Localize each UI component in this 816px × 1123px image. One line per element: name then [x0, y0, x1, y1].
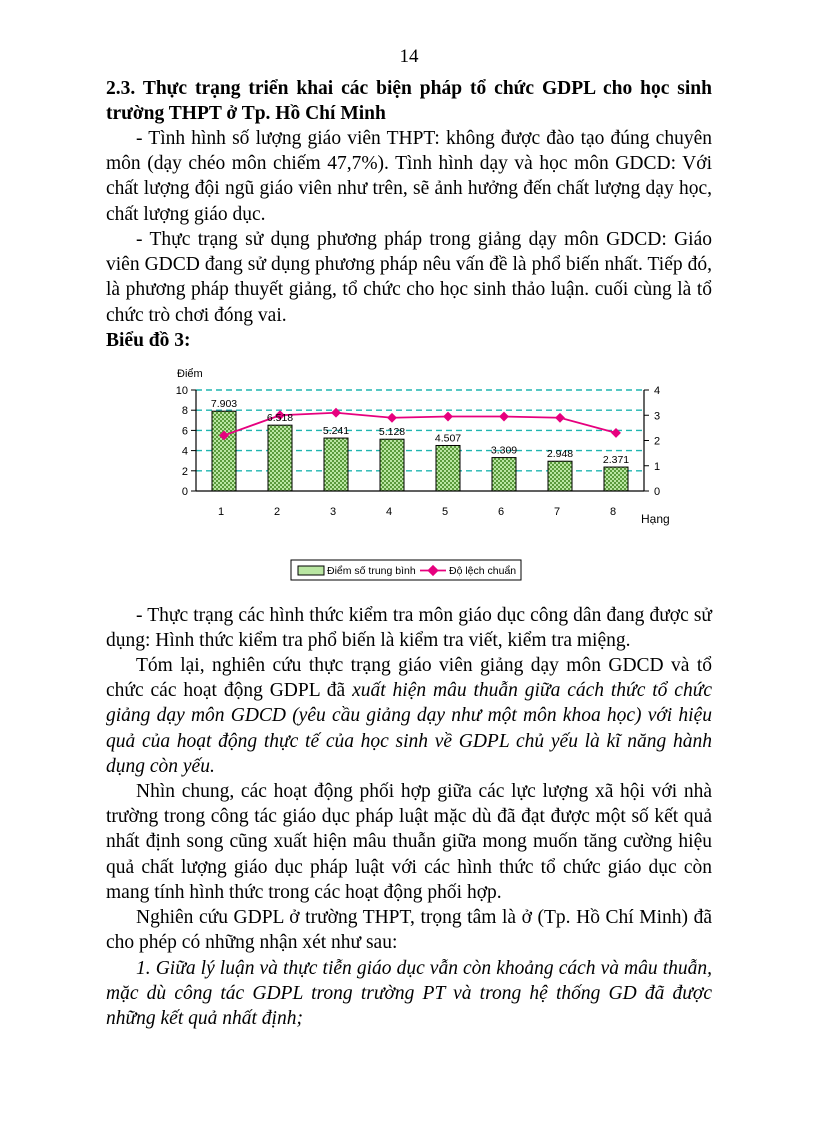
- bar-data-label: 3.309: [490, 444, 518, 457]
- bar: [548, 461, 572, 491]
- y-tick-label: 10: [175, 385, 188, 397]
- x-tick-label: 4: [385, 506, 393, 518]
- y2-tick-label: 1: [654, 460, 661, 473]
- y-tick-label: 6: [181, 425, 188, 438]
- bar-data-label: 5.241: [322, 425, 350, 438]
- std-dev-point: [499, 412, 509, 422]
- legend-label-std: Độ lệch chuẩn: [449, 565, 517, 577]
- bar-data-label: 6.518: [266, 412, 294, 425]
- bar: [492, 458, 516, 491]
- y-tick-label: 0: [181, 486, 188, 498]
- std-dev-point: [611, 428, 621, 438]
- legend-label-mean: Điểm số trung bình: [327, 565, 416, 577]
- paragraph-teaching-methods: - Thực trạng sử dụng phương pháp trong giảng dạy môn GDCD: Giáo viên GDCD đang sử dụng phương pháp nêu vấn đề là phổ biến nhất. Tiếp đó, là phương pháp thuyết giảng, tổ chức cho học sinh thảo luận. cuối cùng là tổ chức trò chơi đóng vai.: [106, 229, 712, 326]
- bar: [212, 411, 236, 491]
- paragraph-coordination: Nhìn chung, các hoạt động phối hợp giữa các lực lượng xã hội với nhà trường trong công tác giáo dục pháp luật mặc dù đã đạt được một số kết quả nhất định song cũng xuất hiện mâu thuẫn giữa mong muốn tăng cường hiệu quả chất lượng giáo dục pháp luật với các hình thức tổ chức giáo dục còn mang tính hình thức trong các hoạt động phối hợp.: [106, 781, 712, 903]
- x-tick-label: 3: [329, 506, 337, 518]
- y2-tick-label: 0: [654, 486, 661, 498]
- x-tick-label: 2: [273, 506, 281, 518]
- x-tick-label: 7: [553, 506, 561, 518]
- heading-line-1: 2.3. Thực trạng triển khai các biện pháp tổ chức GDPL cho học sinh: [106, 78, 712, 99]
- y-axis-label: Điểm: [177, 368, 203, 380]
- bar-data-label: 4.507: [434, 432, 462, 445]
- x-tick-label: 5: [441, 506, 449, 518]
- y2-tick-label: 2: [654, 435, 661, 448]
- bar: [380, 439, 404, 491]
- summary-italic-text: xuất hiện mâu thuẫn giữa cách thức tổ chức giảng dạy môn GDCD (yêu cầu giảng dạy như một môn khoa học) với hiệu quả của hoạt động thực tế của học sinh về GDPL chủ yếu là kĩ năng hành dụng còn yếu.: [106, 680, 712, 777]
- x-tick-label: 1: [217, 506, 225, 518]
- bar: [436, 445, 460, 491]
- chart-title: Biểu đồ 3:: [106, 330, 191, 351]
- page-number: 14: [399, 46, 419, 67]
- y2-tick-label: 4: [654, 385, 661, 397]
- y-axis-label-group: [177, 368, 203, 380]
- std-dev-point: [331, 408, 341, 418]
- bar: [324, 438, 348, 491]
- bar: [604, 467, 628, 491]
- x-tick-label: 6: [497, 506, 505, 518]
- y2-tick-label: 3: [654, 410, 661, 423]
- x-tick-label: 8: [609, 506, 617, 518]
- x-axis-label: Hạng: [641, 512, 670, 526]
- y-tick-label: 2: [181, 465, 188, 478]
- heading-line-2: trường THPT ở Tp. Hồ Chí Minh: [106, 103, 386, 124]
- std-dev-point: [387, 413, 397, 423]
- bar-data-label: 2.371: [602, 454, 630, 467]
- y-tick-label: 4: [181, 445, 188, 458]
- bar-data-label: 2.948: [546, 448, 574, 461]
- summary-plain-text: Tóm lại, nghiên cứu thực trạng giáo viên giảng dạy môn GDCD và tổ chức các hoạt động GDPL đã: [106, 655, 712, 702]
- paragraph-teacher-count: - Tình hình số lượng giáo viên THPT: không được đào tạo đúng chuyên môn (dạy chéo môn chiếm 47,7%). Tình hình dạy và học môn GDCD: Với chất lượng đội ngũ giáo viên như trên, sẽ ảnh hưởng đến chất lượng dạy học, chất lượng giáo dục.: [106, 128, 712, 225]
- chart-legend: [291, 560, 521, 580]
- paragraph-assessment-forms: - Thực trạng các hình thức kiểm tra môn giáo dục công dân đang được sử dụng: Hình thức kiểm tra phổ biến là kiểm tra viết, kiểm tra miệng.: [106, 605, 712, 652]
- std-dev-point: [555, 413, 565, 423]
- y-tick-label: 8: [181, 405, 188, 418]
- bar-data-label: 7.903: [210, 398, 238, 411]
- legend-swatch-bar: [298, 566, 324, 575]
- std-dev-point: [443, 412, 453, 422]
- bar-data-label: 5.128: [378, 426, 406, 439]
- paragraph-research-intro: Nghiên cứu GDPL ở trường THPT, trọng tâm là ở (Tp. Hồ Chí Minh) đã cho phép có những nhận xét như sau:: [106, 907, 712, 954]
- bar: [268, 425, 292, 491]
- paragraph-finding-1: 1. Giữa lý luận và thực tiễn giáo dục vẫn còn khoảng cách và mâu thuẫn, mặc dù công tác GDPL trong trường PT và trong hệ thống GD đã được những kết quả nhất định;: [106, 958, 712, 1030]
- paragraph-summary: [106, 653, 712, 779]
